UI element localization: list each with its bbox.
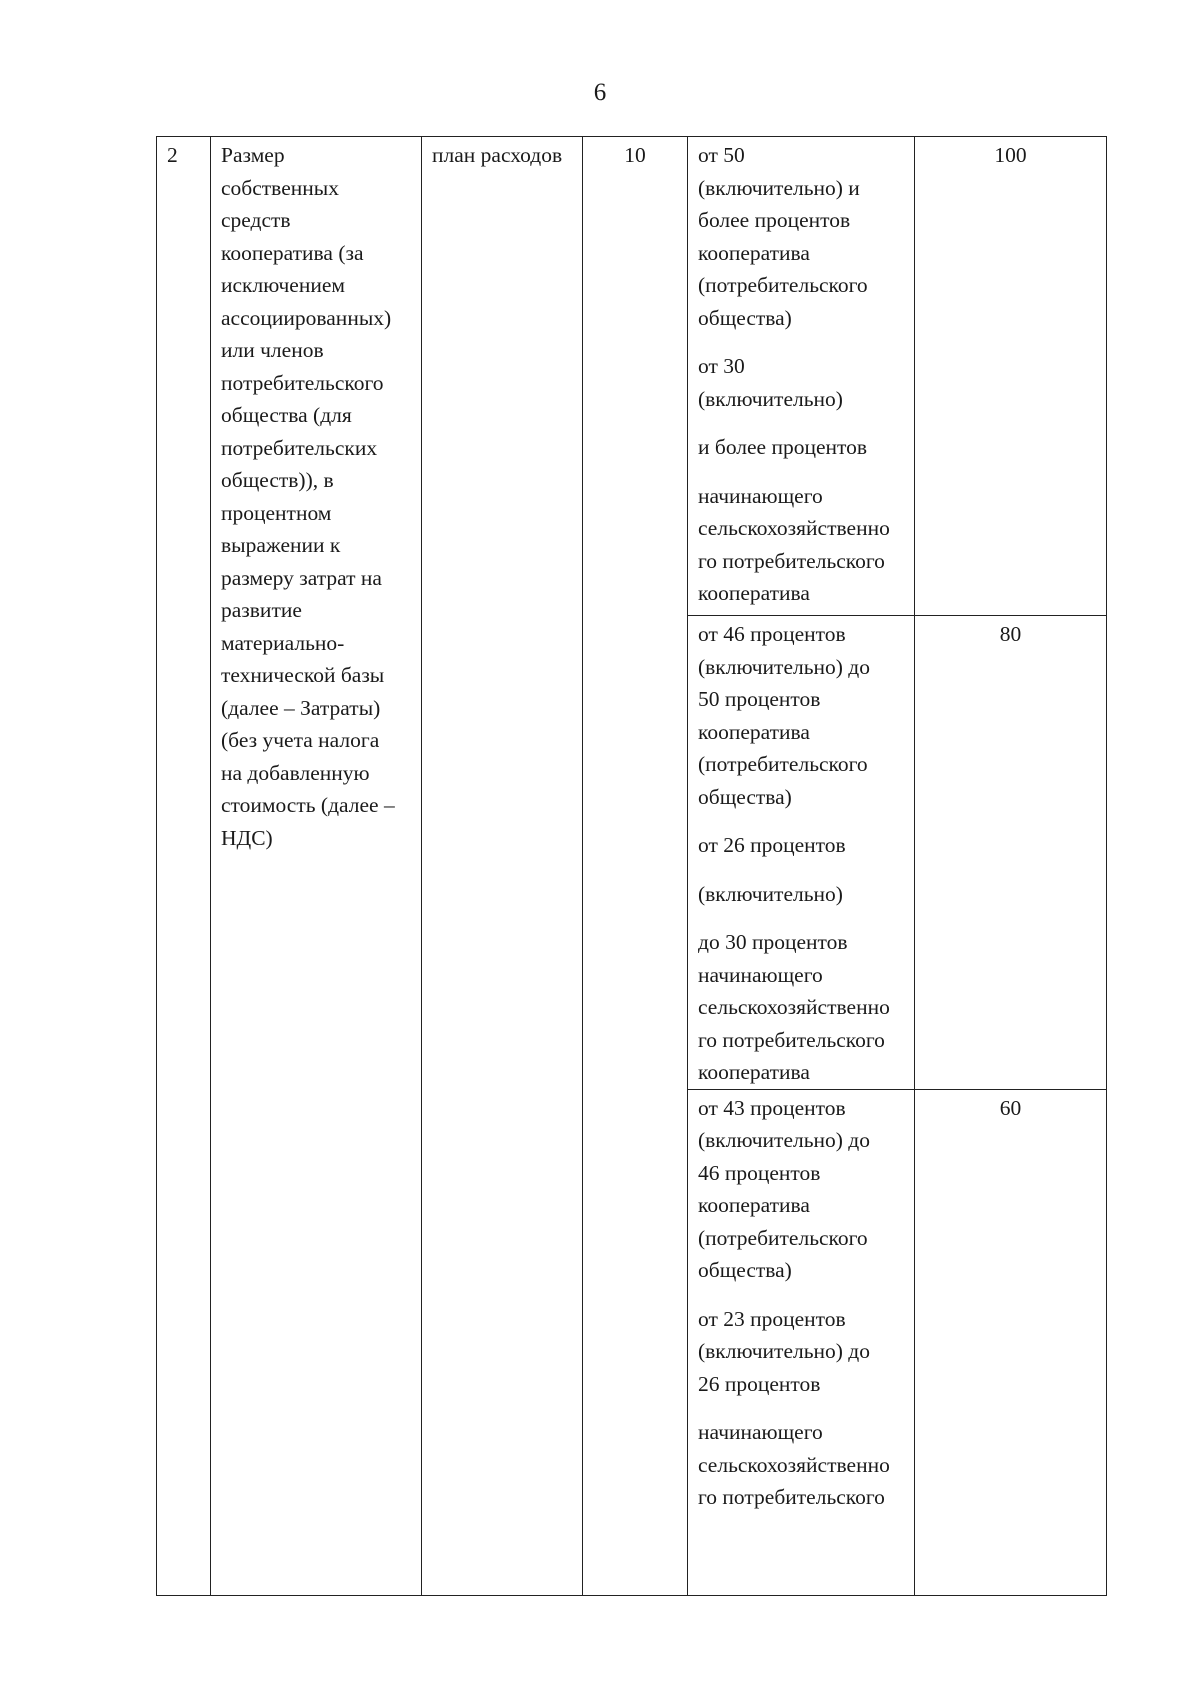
criteria-line: 46 процентов: [698, 1160, 821, 1185]
criteria-line: более процентов: [698, 208, 851, 232]
indicator-line: на добавленную: [221, 760, 370, 785]
criteria-line: (включительно): [698, 386, 843, 411]
criteria-line: (включительно): [698, 881, 843, 906]
criteria-paragraph: [698, 431, 904, 464]
criteria-line: начинающего: [698, 483, 823, 508]
criteria-line: от 46 процентов: [698, 622, 846, 646]
indicator-line: (далее – Затраты): [221, 695, 381, 720]
points-cell-0: 100: [915, 137, 1107, 616]
indicator-line: (без учета налога: [221, 728, 380, 752]
indicator-line: общества (для: [221, 403, 352, 427]
criteria-paragraph: [698, 350, 904, 415]
criteria-paragraph: [698, 829, 904, 862]
criteria-paragraph: [698, 1416, 904, 1514]
criteria-line: сельскохозяйственно: [698, 995, 890, 1019]
criteria-line: начинающего: [698, 1420, 823, 1444]
indicator-line: выражении к: [221, 533, 341, 557]
criteria-line: до 30 процентов: [698, 930, 848, 954]
table-row: [157, 137, 1107, 616]
criteria-line: общества): [698, 305, 792, 330]
criteria-line: (потребительского: [698, 1225, 868, 1250]
criteria-line: от 50: [698, 143, 745, 167]
criteria-line: от 43 процентов: [698, 1095, 846, 1120]
indicator-line: размеру затрат на: [221, 565, 382, 590]
criteria-paragraph: [698, 878, 904, 911]
criteria-line: 26 процентов: [698, 1371, 821, 1396]
criteria-line: общества): [698, 784, 792, 809]
indicator-line: развитие: [221, 598, 302, 622]
criteria-line: (включительно) до: [698, 654, 870, 679]
criteria-line: кооператива: [698, 240, 810, 265]
criteria-paragraph: [698, 926, 904, 1089]
indicator-line: стоимость (далее –: [221, 793, 395, 817]
criteria-line: го потребительского: [698, 548, 885, 573]
criteria-line: (потребительского: [698, 273, 868, 297]
page-number: 6: [593, 79, 607, 106]
points-cell-1: 80: [915, 616, 1107, 1090]
criteria-line: сельскохозяйственно: [698, 516, 890, 540]
criteria-line: (включительно) до: [698, 1128, 870, 1152]
indicator-text: [221, 139, 411, 854]
criteria-line: го потребительского: [698, 1027, 885, 1052]
criteria-line: общества): [698, 1258, 792, 1282]
indicator-line: потребительских: [221, 435, 378, 460]
criteria-paragraph: [698, 618, 904, 813]
criteria-line: сельскохозяйственно: [698, 1452, 890, 1477]
indicator-line: кооператива (за: [221, 240, 364, 265]
indicator-line: или членов: [221, 338, 324, 362]
criteria-paragraph: [698, 1303, 904, 1401]
weight-cell: 10: [583, 137, 688, 1596]
criteria-paragraph: [698, 480, 904, 610]
document-cell: план расходов: [422, 137, 583, 1596]
criteria-table: [156, 136, 1107, 1596]
criteria-line: от 26 процентов: [698, 833, 846, 857]
criteria-cell-1: [688, 616, 915, 1090]
criteria-text: [698, 1092, 904, 1514]
criteria-line: (включительно) и: [698, 175, 860, 200]
criteria-line: кооператива: [698, 719, 810, 744]
criteria-line: кооператива: [698, 1060, 810, 1084]
criteria-text: [698, 618, 904, 1089]
row-number: 2: [157, 137, 211, 1596]
criteria-cell-2: [688, 1089, 915, 1595]
criteria-paragraph: [698, 1092, 904, 1287]
criteria-line: от 30: [698, 354, 745, 378]
criteria-text: [698, 139, 904, 610]
criteria-line: и более процентов: [698, 435, 868, 459]
criteria-line: кооператива: [698, 1193, 810, 1217]
indicator-line: собственных: [221, 175, 339, 200]
criteria-line: го потребительского: [698, 1485, 885, 1509]
criteria-line: кооператива: [698, 581, 810, 605]
indicator-line: потребительского: [221, 370, 384, 395]
indicator-cell: [211, 137, 422, 1596]
criteria-line: 50 процентов: [698, 687, 821, 711]
indicator-line: средств: [221, 208, 291, 232]
indicator-line: процентном: [221, 500, 332, 525]
points-cell-2: 60: [915, 1089, 1107, 1595]
criteria-line: (потребительского: [698, 752, 868, 776]
indicator-line: материально-: [221, 630, 345, 655]
indicator-line: НДС): [221, 825, 273, 850]
criteria-cell-0: [688, 137, 915, 616]
indicator-line: ассоциированных): [221, 305, 392, 330]
criteria-line: (включительно) до: [698, 1339, 870, 1363]
indicator-line: обществ)), в: [221, 468, 334, 492]
criteria-line: начинающего: [698, 962, 823, 987]
indicator-line: Размер: [221, 143, 285, 167]
criteria-paragraph: [698, 139, 904, 334]
indicator-line: технической базы: [221, 663, 385, 687]
indicator-line: исключением: [221, 273, 345, 297]
criteria-line: от 23 процентов: [698, 1306, 846, 1331]
